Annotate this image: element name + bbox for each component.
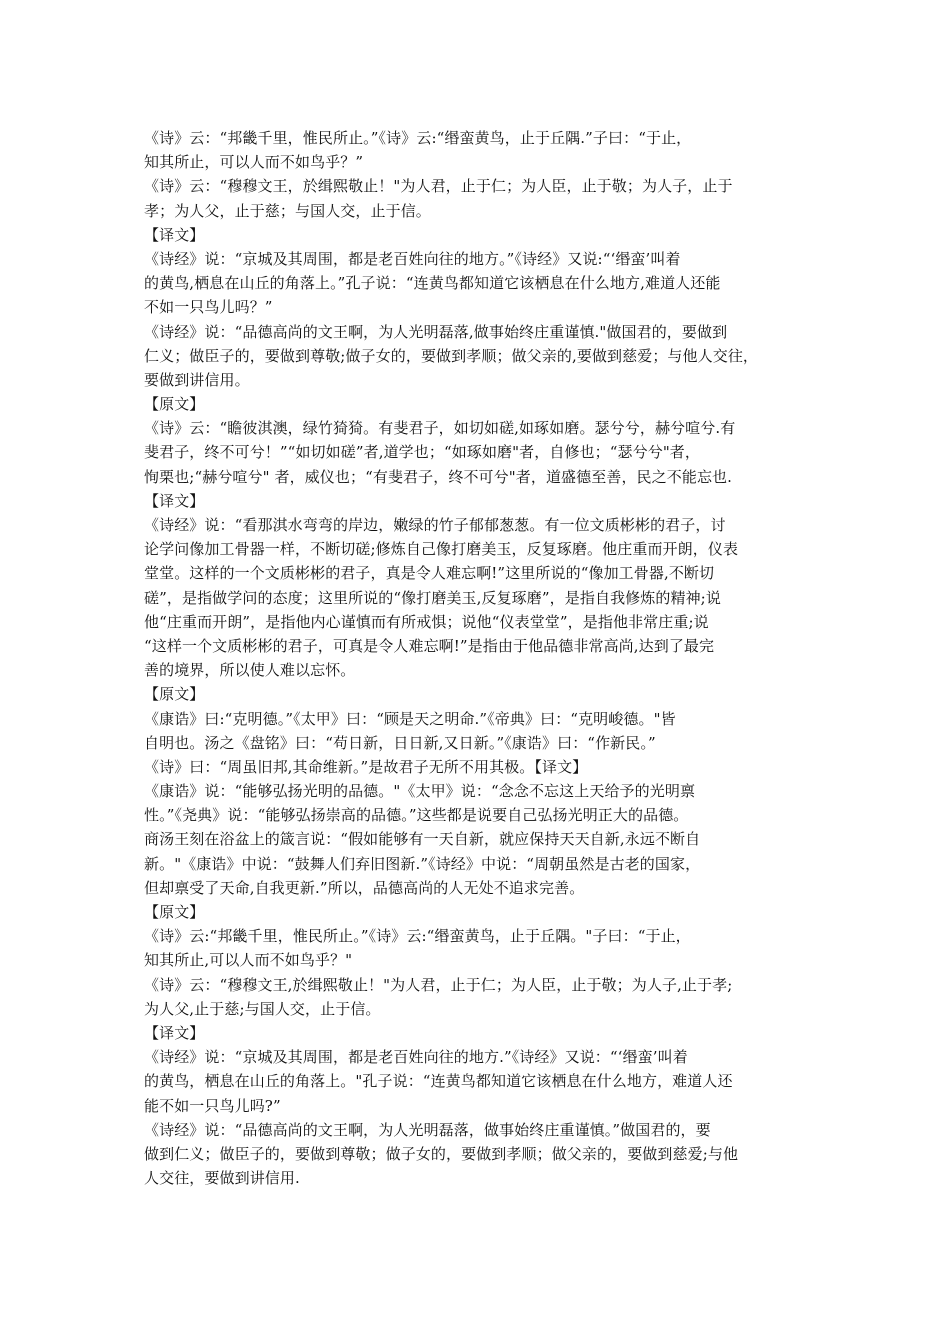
text-line: 《诗》云：“穆穆文王,於缉熙敬止！"为人君，止于仁；为人臣，止于敬；为人子,止于孝; bbox=[144, 975, 733, 994]
text-line: 《诗》云：“穆穆文王，於缉熙敬止！"为人君，止于仁；为人臣，止于敬；为人子，止于 bbox=[144, 177, 733, 196]
section-heading: 【原文】 bbox=[144, 685, 205, 704]
text-line: 《诗经》说：“京城及其周围，都是老百姓向往的地方。”《诗经》又说:“‘缗蛮’叫着 bbox=[144, 249, 681, 268]
text-line: 《诗》云:“邦畿千里，惟民所止。”《诗》云:“缗蛮黄鸟，止于丘隅。"子曰：“于止， bbox=[144, 927, 691, 946]
text-line: 《诗》云：“瞻彼淇澳，绿竹猗猗。有斐君子，如切如磋,如琢如磨。瑟兮兮，赫兮喧兮.有 bbox=[144, 419, 736, 438]
text-line: 善的境界，所以使人难以忘怀。 bbox=[144, 661, 356, 680]
text-line: 恂栗也;“赫兮喧兮" 者，威仪也；“有斐君子，终不可兮"者，道盛德至善，民之不能忘也. bbox=[144, 467, 733, 486]
text-line: 知其所止，可以人而不如鸟乎？” bbox=[144, 153, 364, 172]
text-line: “这样一个文质彬彬的君子，可真是令人难忘啊!”是指由于他品德非常高尚,达到了最完 bbox=[144, 636, 715, 655]
text-line: 《康诰》说：“能够弘扬光明的品德。"《太甲》说：“念念不忘这上天给予的光明禀 bbox=[144, 782, 696, 801]
section-heading: 【原文】 bbox=[144, 903, 205, 921]
text-line: 《康诰》曰:“克明德。”《太甲》曰：“顾是天之明命.”《帝典》曰：“克明峻德。"皆 bbox=[144, 709, 676, 728]
text-line: 要做到讲信用。 bbox=[144, 370, 250, 389]
text-line: 做到仁义；做臣子的，要做到尊敬；做子女的，要做到孝顺；做父亲的，要做到慈爱;与他 bbox=[144, 1144, 739, 1163]
text-line: 《诗经》说：“品德高尚的文王啊，为人光明磊落，做事始终庄重谨慎。”做国君的，要 bbox=[144, 1120, 711, 1139]
text-line: 的黄鸟，栖息在山丘的角落上。"孔子说：“连黄鸟都知道它该栖息在什么地方，难道人还 bbox=[144, 1072, 733, 1091]
text-line: 的黄鸟,栖息在山丘的角落上。”孔子说：“连黄鸟都知道它该栖息在什么地方,难道人还能 bbox=[144, 274, 721, 293]
text-line: 孝；为人父，止于慈；与国人交，止于信。 bbox=[144, 201, 431, 220]
section-heading: 【译文】 bbox=[144, 1023, 205, 1042]
text-line: 堂堂。这样的一个文质彬彬的君子，真是令人难忘啊!”这里所说的“像加工骨器,不断切 bbox=[144, 564, 715, 583]
text-line: 仁义；做臣子的，要做到尊敬;做子女的，要做到孝顺；做父亲的,要做到慈爱；与他人交往， bbox=[144, 346, 759, 365]
text-line: 新。"《康诰》中说：“鼓舞人们弃旧图新.”《诗经》中说：“周朝虽然是古老的国家， bbox=[144, 854, 701, 873]
text-line: 斐君子，终不可兮！”“如切如磋”者,道学也；“如琢如磨"者，自修也；“瑟兮兮"者， bbox=[144, 443, 701, 462]
text-line: 磋”，是指做学问的态度；这里所说的“像打磨美玉,反复琢磨”，是指自我修炼的精神;说 bbox=[144, 588, 721, 607]
section-heading: 【译文】 bbox=[144, 225, 205, 244]
text-line: 能不如一只鸟儿吗?” bbox=[144, 1096, 281, 1115]
section-heading: 【译文】 bbox=[144, 491, 205, 510]
text-line: 自明也。汤之《盘铭》曰：“苟日新，日日新,又日新。”《康诰》曰：“作新民。” bbox=[144, 733, 656, 752]
text-line: 人交往，要做到讲信用. bbox=[144, 1169, 300, 1188]
section-heading: 【原文】 bbox=[144, 395, 205, 414]
text-line: 不如一只鸟儿吗？” bbox=[144, 298, 273, 317]
text-line: 论学问像加工骨器一样，不断切磋;修炼自己像打磨美玉，反复琢磨。他庄重而开朗，仪表 bbox=[144, 540, 739, 559]
text-line: 商汤王刻在浴盆上的箴言说：“假如能够有一天自新，就应保持天天自新,永远不断自 bbox=[144, 830, 701, 849]
text-line: 《诗》云：“邦畿千里，惟民所止。”《诗》云:“缗蛮黄鸟，止于丘隅.”子曰：“于止， bbox=[144, 129, 692, 147]
text-line: 《诗经》说：“京城及其周围，都是老百姓向往的地方.”《诗经》又说：“‘缗蛮’叫着 bbox=[144, 1048, 688, 1067]
text-line: 性。”《尧典》说：“能够弘扬崇高的品德。”这些都是说要自己弘扬光明正大的品德。 bbox=[144, 806, 689, 825]
text-line: 《诗》曰：“周虽旧邦,其命维新。”是故君子无所不用其极。【译文】 bbox=[144, 757, 588, 776]
text-line: 为人父,止于慈;与国人交，止于信。 bbox=[144, 999, 381, 1018]
text-line: 但却禀受了天命,自我更新.”所以，品德高尚的人无处不追求完善。 bbox=[144, 878, 585, 897]
text-line: 他“庄重而开朗”，是指他内心谨慎而有所戒惧；说他“仪表堂堂”，是指他非常庄重;说 bbox=[144, 612, 709, 631]
text-line: 知其所止,可以人而不如鸟乎？" bbox=[144, 951, 353, 970]
text-line: 《诗经》说：“看那淇水弯弯的岸边，嫩绿的竹子郁郁葱葱。有一位文质彬彬的君子，讨 bbox=[144, 516, 726, 534]
text-line: 《诗经》说：“品德高尚的文王啊，为人光明磊落,做事始终庄重谨慎."做国君的，要做到 bbox=[144, 322, 728, 341]
